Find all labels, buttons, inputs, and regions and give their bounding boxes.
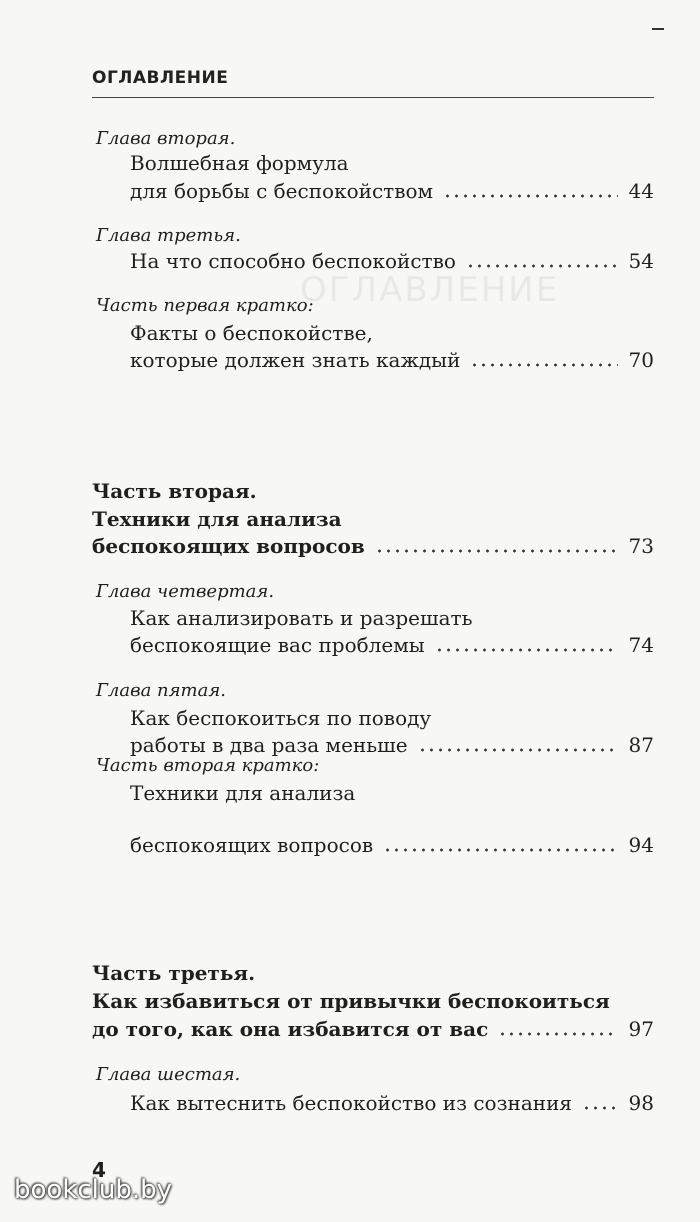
page-number: 87 [628, 733, 654, 757]
leader-dots [443, 194, 618, 198]
page-number: 54 [628, 249, 654, 273]
entry-title-line: Как беспокоиться по поводу [130, 706, 432, 730]
leader-dots [470, 363, 618, 367]
leader-dots [383, 848, 618, 852]
leader-dots [498, 1032, 618, 1036]
leader-dots [582, 1106, 618, 1110]
toc-entry-row[interactable] [130, 1090, 654, 1116]
entry-title-line: Как вытеснить беспокойство из сознания [130, 1091, 573, 1115]
entry-title-line: работы в два раза меньше [130, 733, 408, 757]
toc-entry-row[interactable] [130, 347, 654, 373]
show-through-text: ОГЛАВЛЕНИЕ [300, 270, 560, 310]
leader-dots [466, 264, 618, 268]
toc-entry-row[interactable] [130, 178, 654, 204]
part-heading: Часть вторая. [92, 479, 257, 503]
page-number: 44 [628, 179, 654, 203]
header-divider [92, 97, 654, 98]
site-watermark: bookclub.by [14, 1175, 173, 1205]
page-number: 94 [628, 833, 654, 857]
entry-title-line: Техники для анализа [130, 781, 356, 805]
part-summary-label: Часть вторая кратко: [96, 755, 320, 776]
page-number: 98 [628, 1091, 654, 1115]
chapter-label: Глава четвертая. [96, 581, 275, 602]
part-heading-line: Техники для анализа [92, 507, 342, 531]
leader-dots [435, 648, 618, 652]
part-heading: Часть третья. [92, 961, 256, 985]
page-number: 97 [628, 1017, 654, 1041]
part-heading-line: беспокоящих вопросов [92, 534, 365, 558]
entry-title-line: Волшебная формула [130, 151, 349, 175]
part-heading-line: Как избавиться от привычки беспокоиться [92, 989, 610, 1013]
folio-page-number: 4 [92, 1158, 106, 1182]
toc-entry-row[interactable] [130, 832, 654, 858]
corner-mark [652, 28, 664, 30]
part-summary-label: Часть первая кратко: [96, 295, 314, 316]
entry-title-line: Факты о беспокойстве, [130, 321, 373, 345]
page-number: 70 [628, 348, 654, 372]
entry-title-line: беспокоящих вопросов [130, 833, 374, 857]
leader-dots [418, 748, 618, 752]
entry-title-line: которые должен знать каждый [130, 348, 461, 372]
toc-entry-row[interactable] [130, 248, 654, 274]
entry-title-line: На что способно беспокойство [130, 249, 456, 273]
leader-dots [375, 549, 618, 553]
toc-entry-row[interactable] [92, 1016, 654, 1042]
page-title: ОГЛАВЛЕНИЕ [92, 68, 229, 88]
chapter-label: Глава шестая. [96, 1064, 241, 1085]
chapter-label: Глава вторая. [96, 128, 236, 149]
chapter-label: Глава пятая. [96, 680, 226, 701]
page-number: 73 [628, 534, 654, 558]
entry-title-line: беспокоящие вас проблемы [130, 633, 425, 657]
entry-title-line: для борьбы с беспокойством [130, 179, 434, 203]
toc-entry-row[interactable] [130, 632, 654, 658]
page-number: 74 [628, 633, 654, 657]
chapter-label: Глава третья. [96, 225, 241, 246]
entry-title-line: Как анализировать и разрешать [130, 606, 473, 630]
part-heading-line: до того, как она избавится от вас [92, 1017, 489, 1041]
toc-entry-row[interactable] [92, 533, 654, 559]
